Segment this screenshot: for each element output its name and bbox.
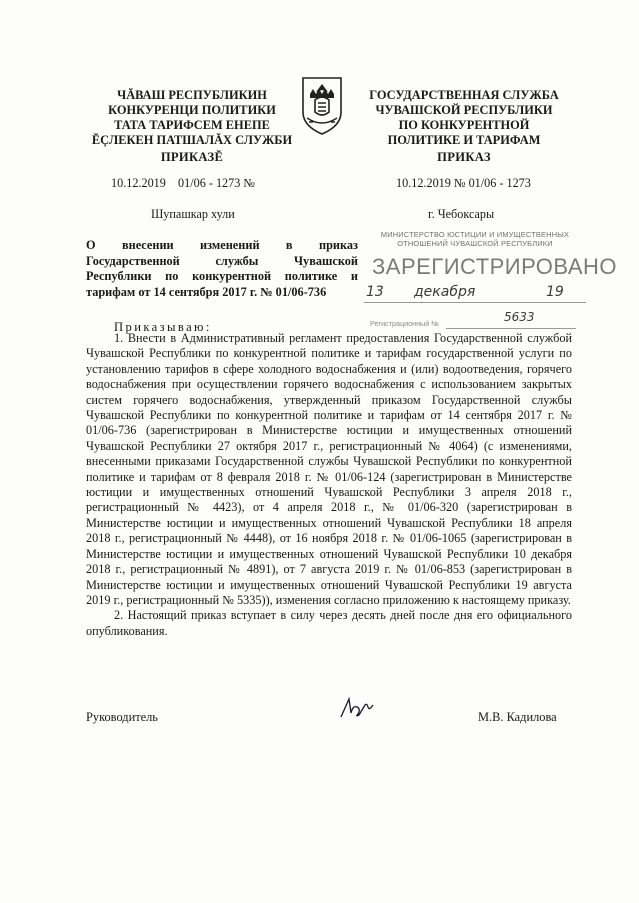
header-left-line: КОНКУРЕНЦИ ПОЛИТИКИ [108,103,276,117]
order-directive: Приказываю: [114,320,212,334]
registration-stamp [364,224,618,332]
paragraph: 1. Внести в Административный регламент предоставления Государственной службой Чувашской Республики по конкурентной политике и тарифам государственной услуги по установлению тарифов в сфере холодного водоснабжения и (или) водоотведения, горячего водоснабжения при осуществлении горячего водоснабжения с использованием закрытых систем горячего водоснабжения, утвержденный приказом Государственной службы Чувашской Республики по конкурентной политике и тарифам от 14 сентября 2017 г. № 01/06-736 (зарегистрирован в Министерстве юстиции и имущественных отношений Чувашской Республики 27 октября 2017 г., регистрационный № 4064) (с изменениями, внесенными приказами Государственной службы Чувашской Республики по конкурентной политике и тарифам от 8 февраля 2018 г. № 01/06-124 (зарегистрирован в Министерстве юстиции и имущественных отношений Чувашской Республики 3 апреля 2018 г., регистрационный № 4423), от 4 апреля 2018 г., № 01/06-320 (зарегистрирован в Министерстве юстиции и имущественных отношений Чувашской Республики 18 апреля 2018 г., регистрационный № 4448), от 16 ноября 2018 г. № 01/06-1065 (зарегистрирован в Министерстве юстиции и имущественных отношений Чувашской Республики 10 декабря 2018 г., регистрационный № 4891), от 7 августа 2019 г. № 01/06-853 (зарегистрирован в Министерстве юстиции и имущественных отношений Чувашской Республики 19 августа 2019 г., регистрационный № 5335)), изменения согласно приложению к настоящему приказу. [86,331,572,607]
stamp-number-rule [446,328,576,329]
signatory-name: М.В. Кадилова [478,710,557,724]
stamp-date-rule [364,302,586,303]
paragraph: 2. Настоящий приказ вступает в силу через десять дней после дня его официального опубликования. [86,608,572,638]
chuvash-emblem-icon [299,72,345,136]
stamp-year: 19 [546,284,564,300]
signatory-position: Руководитель [86,710,158,724]
handwritten-signature-icon [337,693,377,723]
header-right-line: ГОСУДАРСТВЕННАЯ СЛУЖБА [369,88,559,102]
header-chuvash [86,88,298,148]
stamp-day: 13 [366,284,384,300]
header-right-line: ПОЛИТИКЕ И ТАРИФАМ [387,133,541,147]
order-title-russian: ПРИКАЗ [437,150,491,164]
header-left-line: ТАТА ТАРИФСЕМ ЕНЕПЕ [114,118,270,132]
header-left-line: ĔÇЛЕКЕН ПАТШАЛĂХ СЛУЖБИ [91,133,293,147]
stamp-ministry-line: МИНИСТЕРСТВО ЮСТИЦИИ И ИМУЩЕСТВЕННЫХ [380,230,570,239]
header-right-line: ЧУВАШСКОЙ РЕСПУБЛИКИ [375,103,553,117]
order-number-chuvash: 10.12.2019 01/06 - 1273 № [111,176,255,190]
header-left-line: ЧĂВАШ РЕСПУБЛИКИН [117,88,267,102]
order-title-chuvash: ПРИКАЗĔ [160,150,224,164]
header-right-line: ПО КОНКУРЕНТНОЙ [398,118,530,132]
order-number-russian: 10.12.2019 № 01/06 - 1273 [396,176,531,190]
order-body [86,331,572,639]
stamp-title: ЗАРЕГИСТРИРОВАНО [372,254,618,279]
stamp-number: 5633 [504,310,535,324]
stamp-ministry-line: ОТНОШЕНИЙ ЧУВАШСКОЙ РЕСПУБЛИКИ [397,239,553,248]
stamp-month: декабря [414,284,476,300]
order-subject: О внесении изменений в приказ Государственной службы Чувашской Республики по конкурентной политике и тарифам от 14 сентября 2017 г. № 01/06-736 [86,238,358,299]
header-russian [352,88,576,148]
place-chuvash: Шупашкар хули [151,207,235,221]
place-russian: г. Чебоксары [428,207,495,221]
stamp-number-label: Регистрационный № [370,319,439,328]
